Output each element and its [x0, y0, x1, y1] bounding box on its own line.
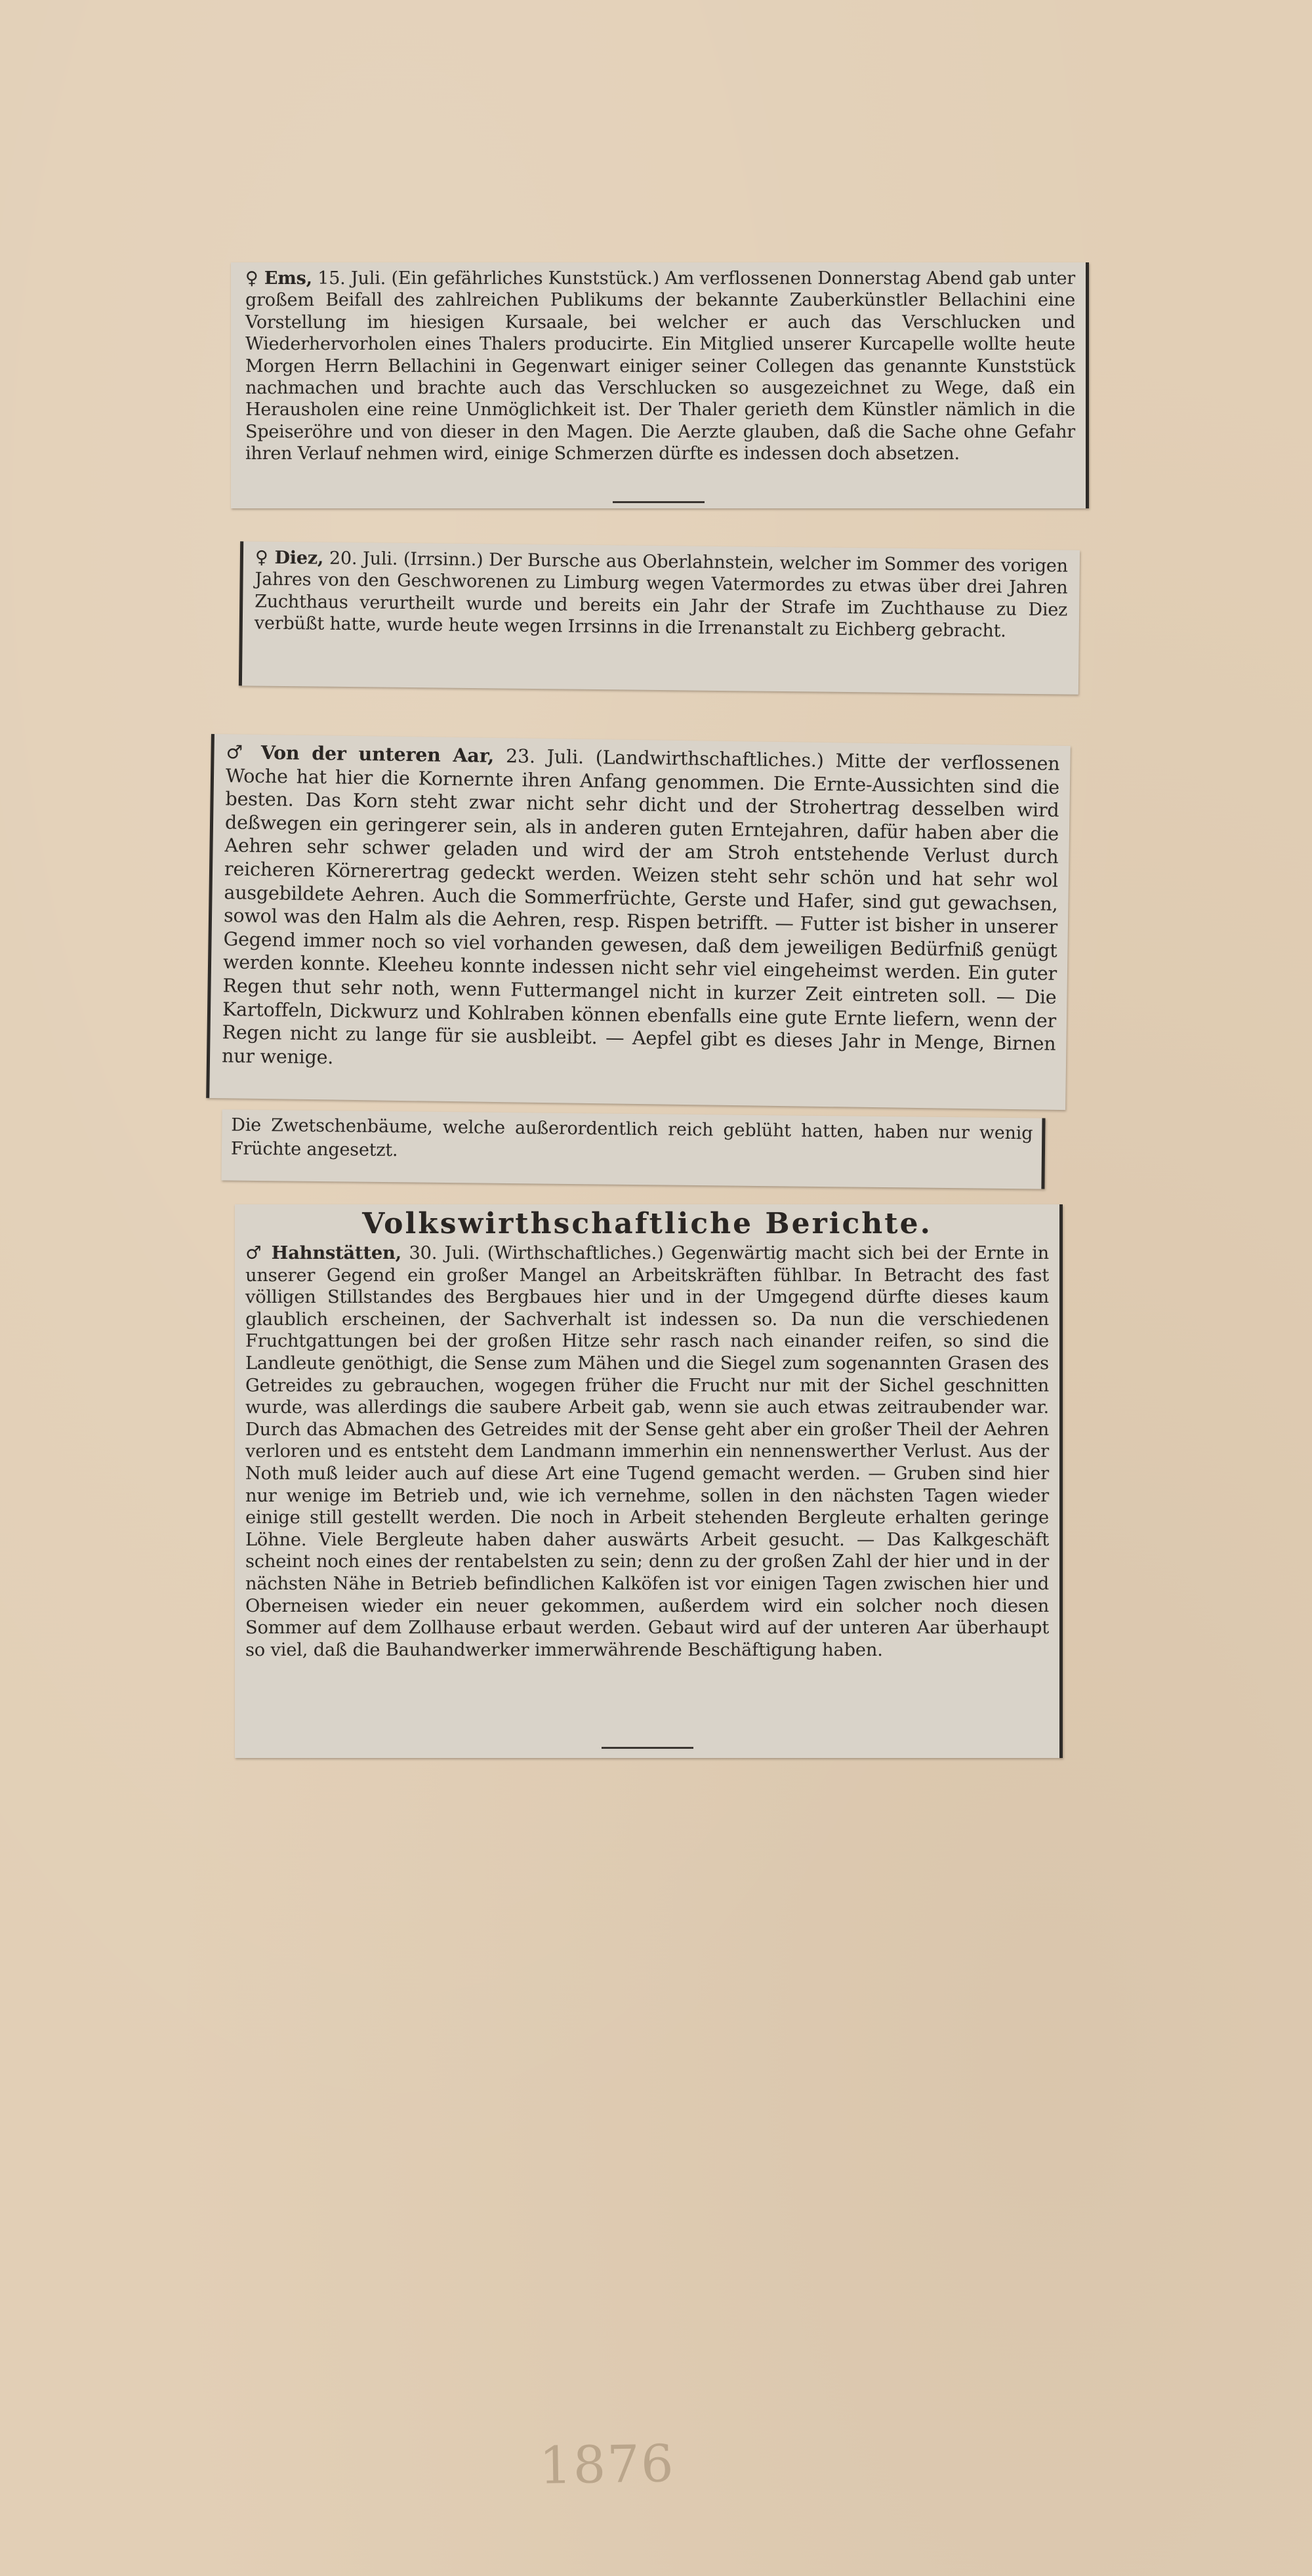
end-rule — [613, 501, 705, 503]
pencil-year-annotation: 1876 — [539, 2434, 676, 2496]
article-zwetschen — [231, 1114, 1033, 1170]
article-diez — [255, 547, 1068, 644]
article-body: 30. Juli. (Wirthschaftliches.) Gegenwärtig macht sich bei der Ernte in unserer Gegend ein großer Mangel an Arbeitskräften fühlbar. In Betracht des fast völligen Stillstandes des Bergbaues hier und in der Umgegend dürfte dieses kaum glaublich erscheinen, der Sachverhalt ist indessen so. Da nun die verschiedenen Fruchtgattungen bei der großen Hitze sehr rasch nach einander reifen, so sind die Landleute genöthigt, die Sense zum Mähen und die Siegel zum sogenannten Grasen des Getreides zu gebrauchen, wogegen früher die Frucht nur mit der Sichel geschnitten wurde, was allerdings die saubere Arbeit gab, wenn sie auch etwas zeitraubender war. Durch das Abmachen des Getreides mit der Sense geht aber ein großer Theil der Aehren verloren und es entsteht dem Landmann immerhin ein nennenswerther Verlust. Aus der Noth muß leider auch auf diese Art eine Tugend gemacht werden. — Gruben sind hier nur wenige im Betrieb und, wie ich vernehme, sollen in den nächsten Tagen wieder einige still gestellt werden. Die noch in Arbeit stehenden Bergleute erhalten geringe Löhne. Viele Bergleute haben daher auswärts Arbeit gesucht. — Das Kalkgeschäft scheint noch eines der rentabelsten zu sein; denn zu der großen Zahl der hier und in der nächsten Nähe in Betrieb befindlichen Kalköfen ist vor einigen Tagen zwischen hier und Oberneisen wieder ein neuer gekommen, außerdem wird ein solcher noch diesen Sommer auf dem Zollhause erbaut werden. Gebaut wird auf der unteren Aar überhaupt so viel, daß die Bauhandwerker immerwährende Beschäftigung haben. — [245, 1243, 1049, 1660]
article-body: 23. Juli. (Landwirthschaftliches.) Mitte der verflossenen Woche hat hier die Kornernte ihren Anfang genommen. Die Ernte-Aussichten sind die besten. Das Korn steht zwar nicht sehr dicht und der Strohertrag desselben wird deßwegen ein geringerer sein, als in anderen guten Erntejahren, dafür haben aber die Aehren sehr schwer geladen und wird der am Stroh entstehende Verlust durch reicheren Körnerertrag gedeckt werden. Weizen steht sehr schön und hat sehr wol ausgebildete Aehren. Auch die Sommerfrüchte, Gerste und Hafer, sind gut gewachsen, sowol was den Halm als die Aehren, resp. Rispen betrifft. — Futter ist bisher in unserer Gegend immer noch so viel vorhanden gewesen, daß dem jeweiligen Bedürfniß genügt werden konnte. Kleeheu konnte indessen nicht sehr viel eingeheimst werden. Ein guter Regen thut sehr noth, wenn Futtermangel nicht in kurzer Zeit eintreten soll. — Die Kartoffeln, Dickwurz und Kohlraben können ebenfalls eine gute Ernte liefern, wenn der Regen nicht zu lange für sie ausbleibt. — Aepfel gibt es dieses Jahr in Menge, Birnen nur wenige. — [221, 745, 1060, 1069]
clipping-diez — [239, 541, 1080, 694]
article-dateline: ♀ Ems, — [245, 268, 312, 289]
article-body: Die Zwetschenbäume, welche außerordentlich reich geblüht hatten, haben nur wenig Früchte angesetzt. — [230, 1114, 1033, 1161]
article-dateline: ♂ Hahnstätten, — [245, 1242, 401, 1263]
article-dateline: ♂ Von der unteren Aar, — [226, 741, 495, 767]
article-body: 20. Juli. (Irrsinn.) Der Bursche aus Oberlahnstein, welcher im Sommer des vorigen Jahres von den Geschworenen zu Limburg wegen Vatermordes zu etwas über drei Jahren Zuchthaus verurtheilt wurde und bereits ein Jahr der Strafe im Zuchthause zu Diez verbüßt hatte, wurde heute wegen Irrsinns in die Irrenanstalt zu Eichberg gebracht. — [254, 548, 1069, 642]
clipping-ems — [231, 262, 1089, 508]
clipping-untere-aar — [206, 734, 1071, 1110]
article-ems — [245, 268, 1075, 465]
article-dateline: ♀ Diez, — [255, 547, 324, 569]
article-untere-aar — [222, 741, 1060, 1079]
clipping-volkswirthschaft — [235, 1204, 1063, 1758]
article-hahnstaetten — [245, 1242, 1049, 1661]
end-rule — [602, 1747, 693, 1749]
clipping-zwetschen — [221, 1109, 1045, 1189]
article-body: 15. Juli. (Ein gefährliches Kunststück.) Am verflossenen Donnerstag Abend gab unter großem Beifall des zahlreichen Publikums der bekannte Zauberkünstler Bellachini eine Vorstellung im hiesigen Kursaale, bei welcher er auch das Verschlucken und Wiederhervorholen eines Thalers producirte. Ein Mitglied unserer Kurcapelle wollte heute Morgen Herrn Bellachini in Gegenwart einiger seiner Collegen das genannte Kunststück nachmachen und brachte auch das Verschlucken so ausgezeichnet zu Wege, daß ein Herausholen eine reine Unmöglichkeit ist. Der Thaler gerieth dem Künstler nämlich in die Speiseröhre und von dieser in den Magen. Die Aerzte glauben, daß die Sache ohne Gefahr ihren Verlauf nehmen wird, einige Schmerzen dürfte es indessen doch absetzen. — [245, 268, 1076, 464]
section-heading: Volkswirthschaftliche Berichte. — [362, 1207, 932, 1240]
